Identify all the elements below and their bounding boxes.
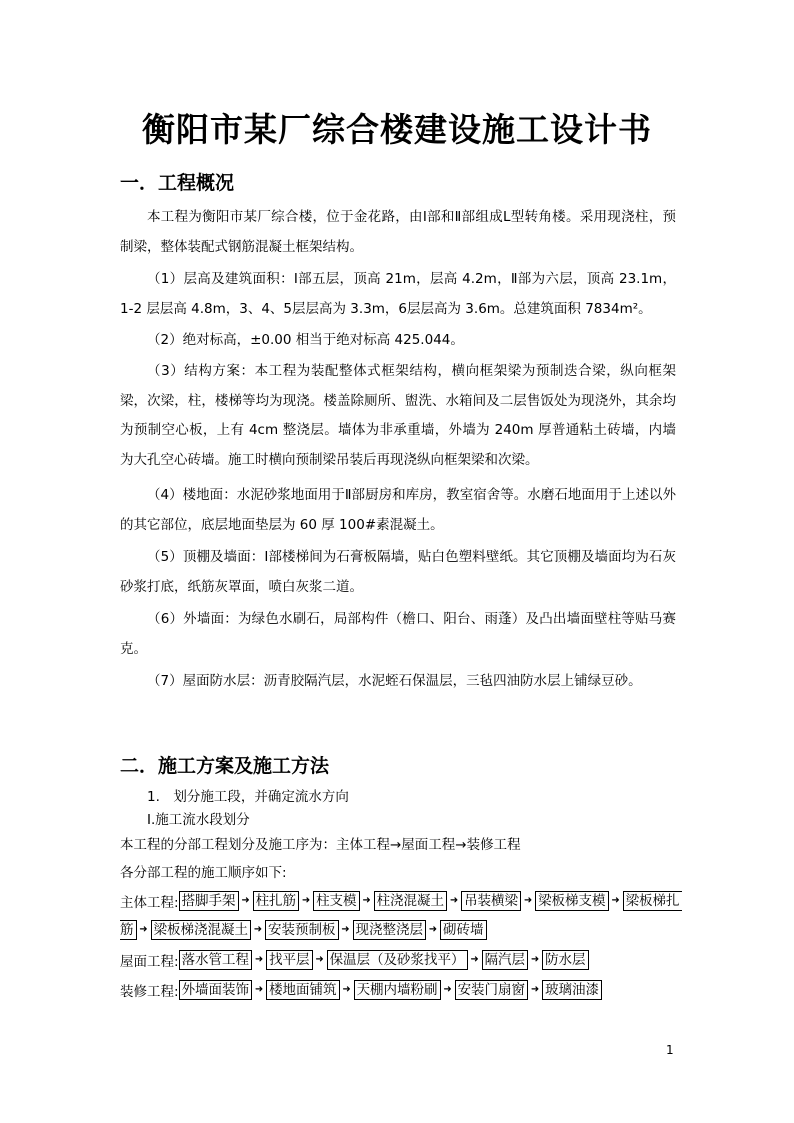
flow-step: 梁板梯扎	[623, 891, 682, 911]
flow-step: 梁板梯浇混凝土	[151, 920, 252, 940]
flow-arrow-icon: ➜	[611, 895, 620, 906]
main-flow-row1	[120, 890, 682, 912]
flow-arrow-icon: ➜	[523, 895, 533, 906]
floor-paragraph: （4）楼地面：水泥砂浆地面用于Ⅱ部厨房和库房，教室宿舍等。水磨石地面用于上述以外的其它部位，底层地面垫层为 60 厚 100#素混凝土。	[120, 487, 676, 533]
roof-waterproof-paragraph: （7）屋面防水层：沥青胶隔汽层，水泥蛭石保温层，三毡四油防水层上铺绿豆砂。	[147, 673, 642, 689]
subsection-1: 1. 划分施工段，并确定流水方向	[147, 789, 349, 805]
flow-arrow-icon: ➜	[443, 984, 452, 995]
flow-step: 外墙面装饰	[179, 980, 253, 1000]
overview-paragraph: 本工程为衡阳市某厂综合楼，位于金花路，由Ⅰ部和Ⅱ部组成L型转角楼。采用现浇柱，预制梁，整体装配式钢筋混凝土框架结构。	[120, 209, 676, 255]
flow-arrow-icon: ➜	[449, 895, 459, 906]
flow-step: 落水管工程	[179, 950, 253, 970]
flow-arrow-icon: ➜	[139, 924, 148, 935]
section1-heading: 一．工程概况	[120, 172, 235, 194]
flow-step: 安装门扇窗	[455, 980, 529, 1000]
flow-arrow-icon: ➜	[341, 924, 350, 935]
flow-step: 梁板梯支模	[535, 891, 609, 911]
flow-arrow-icon: ➜	[470, 954, 479, 965]
flow-arrow-icon: ➜	[342, 984, 351, 995]
floor-height-paragraph: （1）层高及建筑面积：Ⅰ部五层，顶高 21m，层高 4.2m，Ⅱ部为六层，顶高 23.1m，1-2 层层高 4.8m，3、4、5层层高为 3.3m，6层层高为 3.6m。总建筑面积 7834m²。	[120, 271, 676, 317]
structure-paragraph: （3）结构方案：本工程为装配整体式框架结构，横向框架梁为预制迭合梁，纵向框架梁，次梁，柱，楼梯等均为现浇。楼盖除厕所、盥洗、水箱间及二层售饭处为现浇外，其余均为预制空心板，上有 4cm 整浇层。墙体为非承重墙，外墙为 240m 厚普通粘土砖墙，内墙为大孔空心砖墙。施工时横向预制梁吊装后再现浇纵向框架梁和次梁。	[120, 363, 676, 468]
exterior-wall-paragraph: （6）外墙面：为绿色水刷石，局部构件（檐口、阳台、雨蓬）及凸出墙面壁柱等贴马赛克。	[120, 611, 676, 657]
flow-arrow-icon: ➜	[362, 895, 371, 906]
finish-flow	[120, 979, 602, 1001]
flow-step: 保温层（及砂浆找平）	[327, 950, 468, 970]
main-flow-label: 主体工程:	[120, 895, 179, 911]
flow-step: 玻璃油漆	[542, 980, 602, 1000]
elevation-paragraph: （2）绝对标高，±0.00 相当于绝对标高 425.044。	[147, 332, 464, 348]
flow-arrow-icon: ➜	[428, 924, 438, 935]
flow-step: 找平层	[266, 950, 313, 970]
flow-step: 柱支模	[313, 891, 360, 911]
document-title: 衡阳市某厂综合楼建设施工设计书	[142, 110, 652, 149]
flow-step: 吊装横梁	[461, 891, 521, 911]
roof-flow-label: 屋面工程:	[120, 954, 179, 970]
flow-step: 楼地面铺筑	[266, 980, 340, 1000]
flow-arrow-icon: ➜	[254, 984, 264, 995]
flow-arrow-icon: ➜	[530, 984, 540, 995]
flow-arrow-icon: ➜	[254, 954, 264, 965]
flow-arrow-icon: ➜	[301, 895, 311, 906]
main-flow-row2	[120, 919, 487, 941]
flow-step: 安装预制板	[265, 920, 339, 940]
flow-step: 柱扎筋	[253, 891, 300, 911]
ceiling-wall-paragraph: （5）顶棚及墙面：Ⅰ部楼梯间为石膏板隔墙，贴白色塑料壁纸。其它顶棚及墙面均为石灰砂浆打底，纸筋灰罩面，喷白灰浆二道。	[120, 549, 676, 595]
flow-step: 搭脚手架	[179, 891, 239, 911]
flow-step: 现浇整浇层	[353, 920, 427, 940]
flow-arrow-icon: ➜	[253, 924, 263, 935]
process-order-intro: 各分部工程的施工顺序如下:	[120, 865, 287, 881]
process-intro: 本工程的分部工程划分及施工序为：主体工程→屋面工程→装修工程	[120, 837, 521, 853]
flow-step: 砌砖墙	[440, 920, 487, 940]
flow-step: 柱浇混凝土	[374, 891, 448, 911]
flow-arrow-icon: ➜	[241, 895, 250, 906]
flow-arrow-icon: ➜	[315, 954, 324, 965]
roof-flow	[120, 949, 589, 971]
subsection-1-i: Ⅰ.施工流水段划分	[147, 812, 250, 828]
flow-step: 天棚内墙粉刷	[354, 980, 441, 1000]
finish-flow-label: 装修工程:	[120, 984, 179, 1000]
flow-step: 筋	[120, 920, 137, 940]
flow-arrow-icon: ➜	[530, 954, 540, 965]
page-number: 1	[666, 1043, 674, 1057]
flow-step: 隔汽层	[482, 950, 529, 970]
section2-heading: 二．施工方案及施工方法	[120, 755, 330, 777]
flow-step: 防水层	[542, 950, 589, 970]
